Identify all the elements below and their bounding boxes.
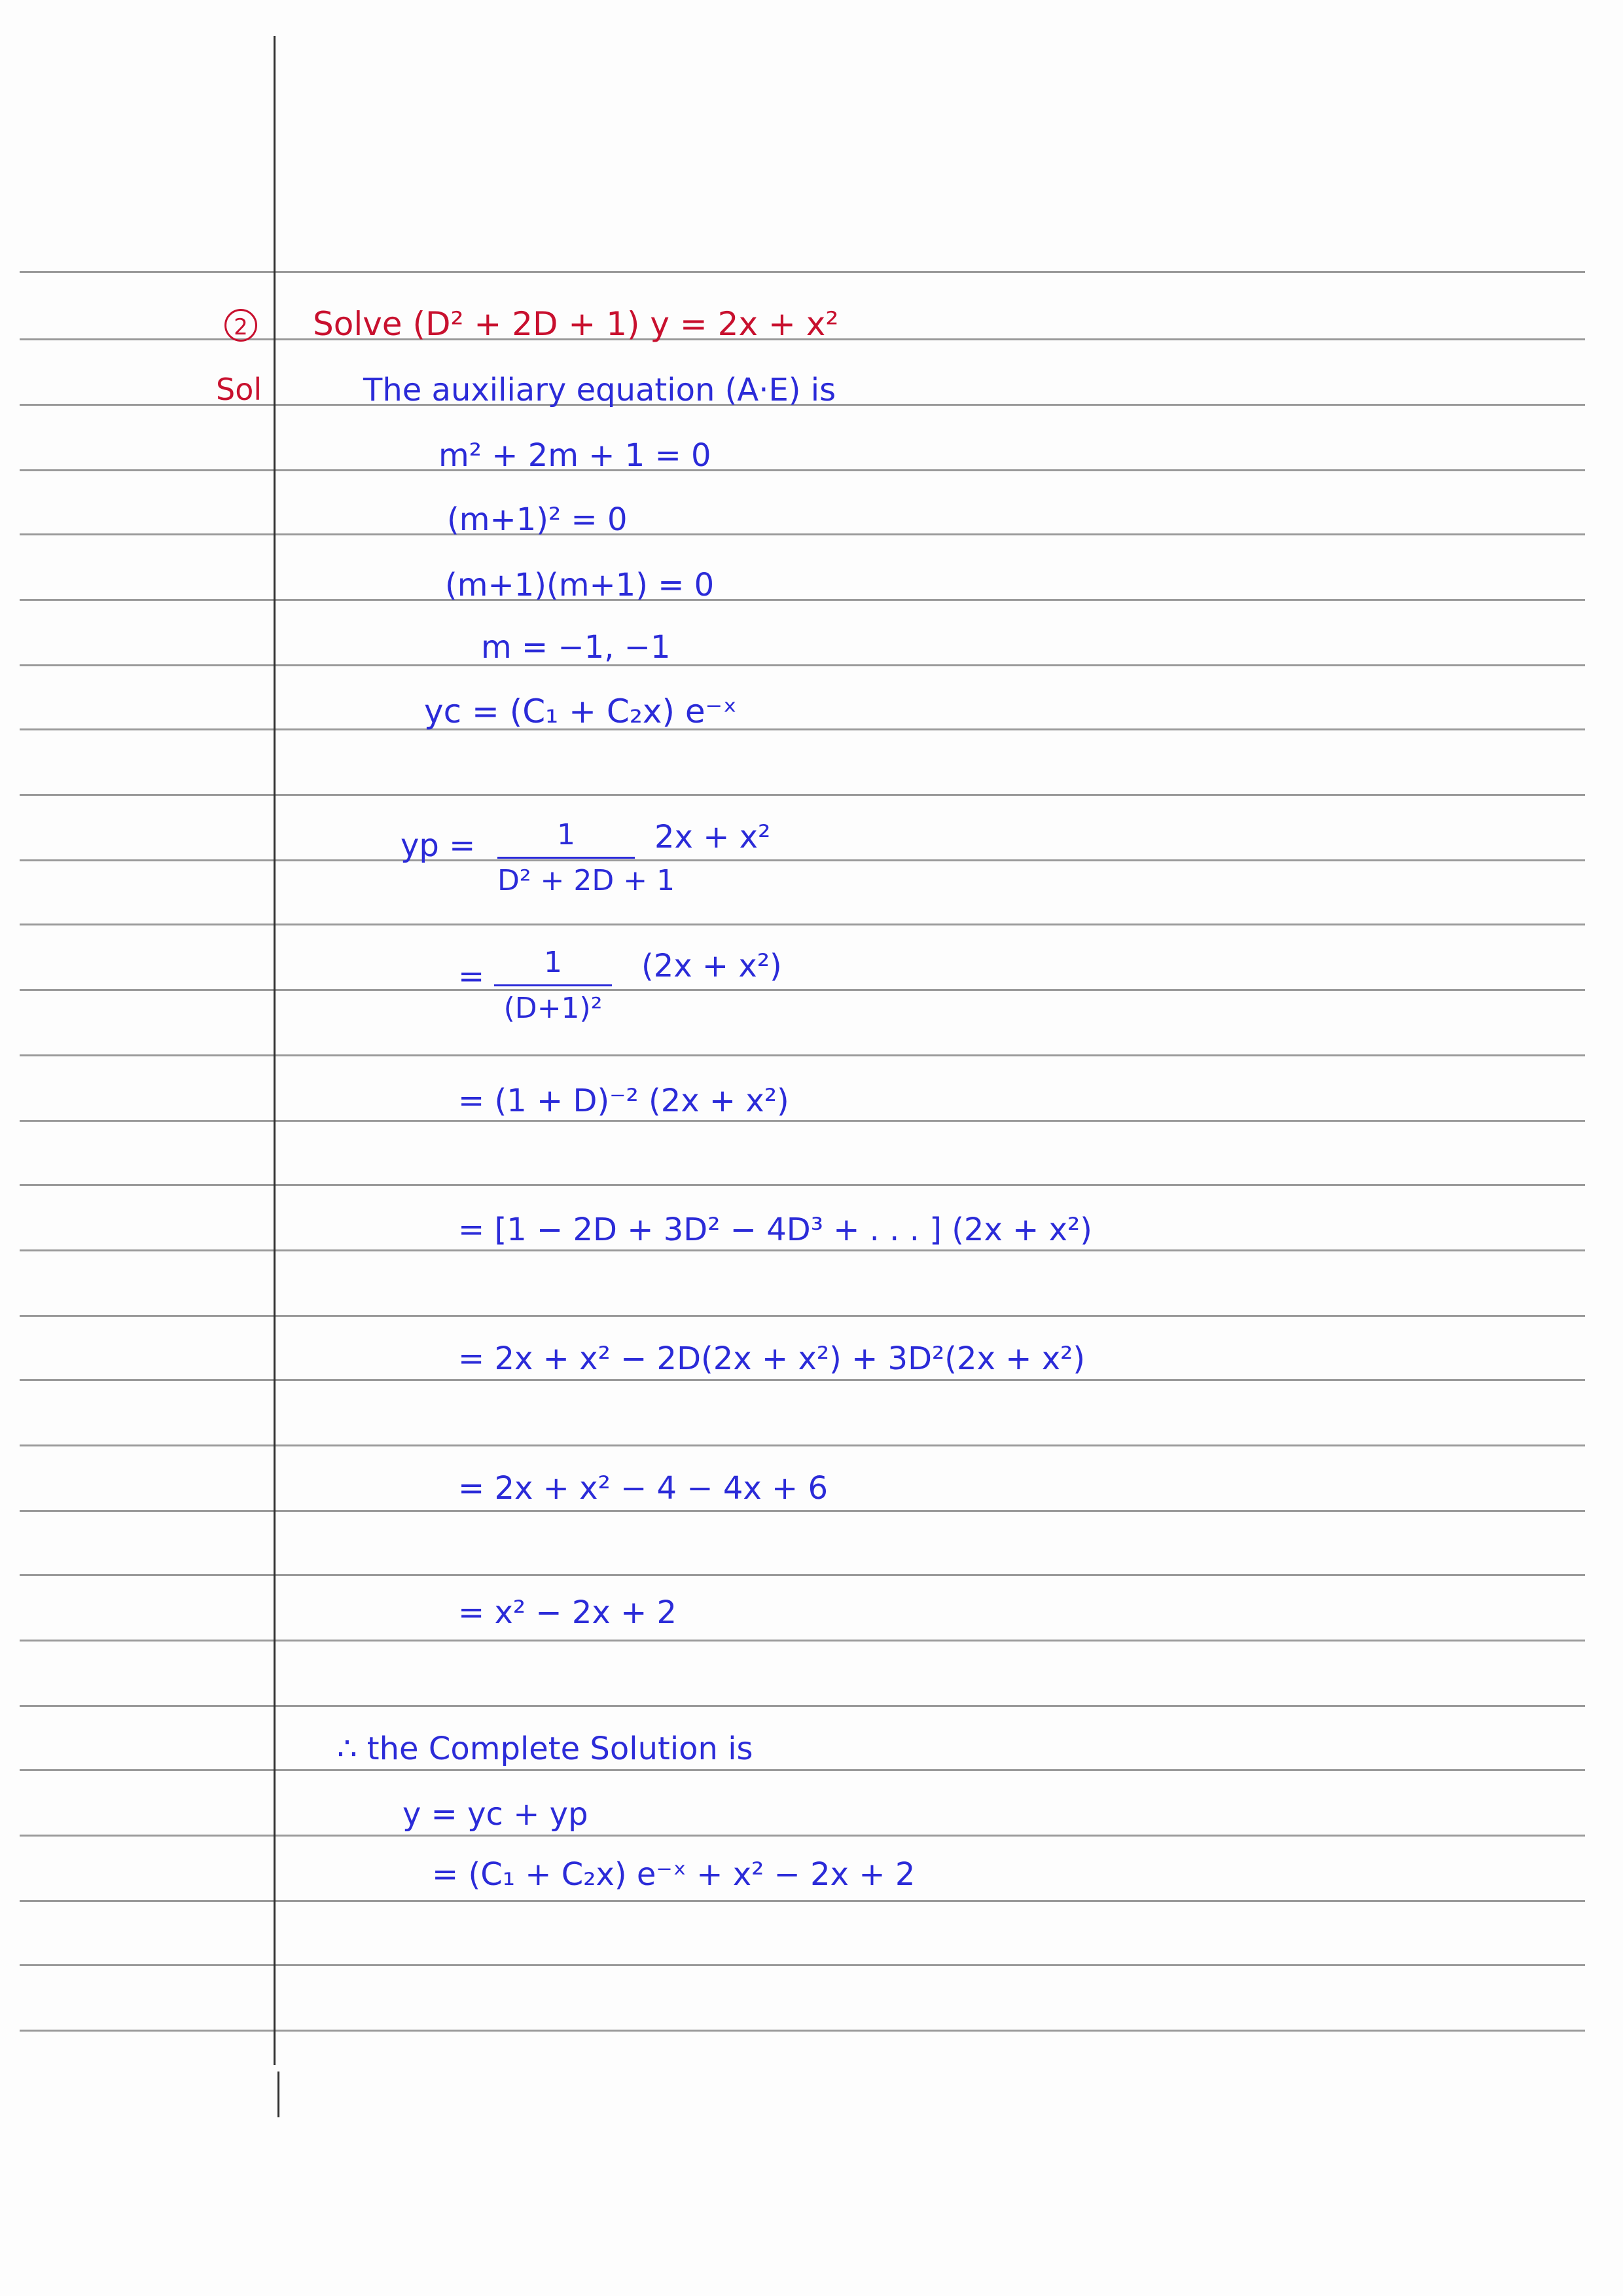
question-number: 2 — [224, 309, 257, 342]
ruled-line — [20, 1120, 1585, 1122]
final-line: y = yc + yp — [402, 1796, 588, 1833]
yp-step: = 2x + x² − 2D(2x + x²) + 3D²(2x + x²) — [458, 1340, 1086, 1377]
margin-line — [274, 36, 276, 2065]
ae-line: m = −1, −1 — [481, 629, 671, 666]
yp-fraction-1 — [497, 818, 675, 897]
ruled-line — [20, 469, 1585, 471]
ruled-line — [20, 1640, 1585, 1641]
question-text: Solve (D² + 2D + 1) y = 2x + x² — [313, 305, 839, 343]
equals-sign: = — [458, 958, 485, 995]
yp-label: yp = — [401, 827, 476, 864]
complementary-function: yc = (C₁ + C₂x) e⁻ˣ — [424, 692, 738, 730]
yp-step: = 2x + x² − 4 − 4x + 6 — [458, 1470, 829, 1507]
fraction-denominator: D² + 2D + 1 — [497, 864, 675, 897]
ruled-line — [20, 1315, 1585, 1317]
ae-line: m² + 2m + 1 = 0 — [438, 437, 711, 474]
ruled-line — [20, 859, 1585, 861]
yp-rhs-2: (2x + x²) — [641, 948, 782, 984]
ruled-line — [20, 924, 1585, 925]
conclusion-text: ∴ the Complete Solution is — [337, 1731, 753, 1767]
ruled-line — [20, 728, 1585, 730]
ruled-line — [20, 1249, 1585, 1251]
ruled-line — [20, 989, 1585, 991]
ruled-line — [20, 599, 1585, 601]
ruled-line — [20, 1184, 1585, 1186]
fraction-denominator: (D+1)² — [503, 992, 603, 1025]
solution-label: Sol — [216, 372, 262, 407]
ruled-line — [20, 1444, 1585, 1446]
ruled-line — [20, 1379, 1585, 1381]
ruled-line — [20, 1054, 1585, 1056]
ae-line: (m+1)(m+1) = 0 — [445, 567, 715, 603]
ruled-line — [20, 1964, 1585, 1966]
ae-line: (m+1)² = 0 — [447, 501, 628, 538]
ruled-line — [20, 1900, 1585, 1902]
fraction-numerator: 1 — [557, 818, 575, 852]
solution-intro: The auxiliary equation (A·E) is — [363, 372, 836, 408]
yp-step: = x² − 2x + 2 — [458, 1594, 677, 1631]
ruled-line — [20, 1510, 1585, 1512]
ruled-line — [20, 2030, 1585, 2032]
fraction-numerator: 1 — [544, 946, 562, 979]
ruled-line — [20, 271, 1585, 273]
yp-fraction-2 — [494, 946, 612, 1025]
ruled-line — [20, 1835, 1585, 1837]
ruled-line — [20, 533, 1585, 535]
ruled-line — [20, 664, 1585, 666]
ruled-line — [20, 1769, 1585, 1771]
yp-step: = [1 − 2D + 3D² − 4D³ + . . . ] (2x + x²) — [458, 1211, 1092, 1248]
yp-step: = (1 + D)⁻² (2x + x²) — [458, 1083, 789, 1119]
ruled-line — [20, 794, 1585, 796]
margin-line-tail — [277, 2072, 279, 2117]
ruled-line — [20, 1705, 1585, 1707]
final-line: = (C₁ + C₂x) e⁻ˣ + x² − 2x + 2 — [432, 1856, 916, 1893]
ruled-line — [20, 1574, 1585, 1576]
yp-rhs-1: 2x + x² — [654, 819, 771, 855]
